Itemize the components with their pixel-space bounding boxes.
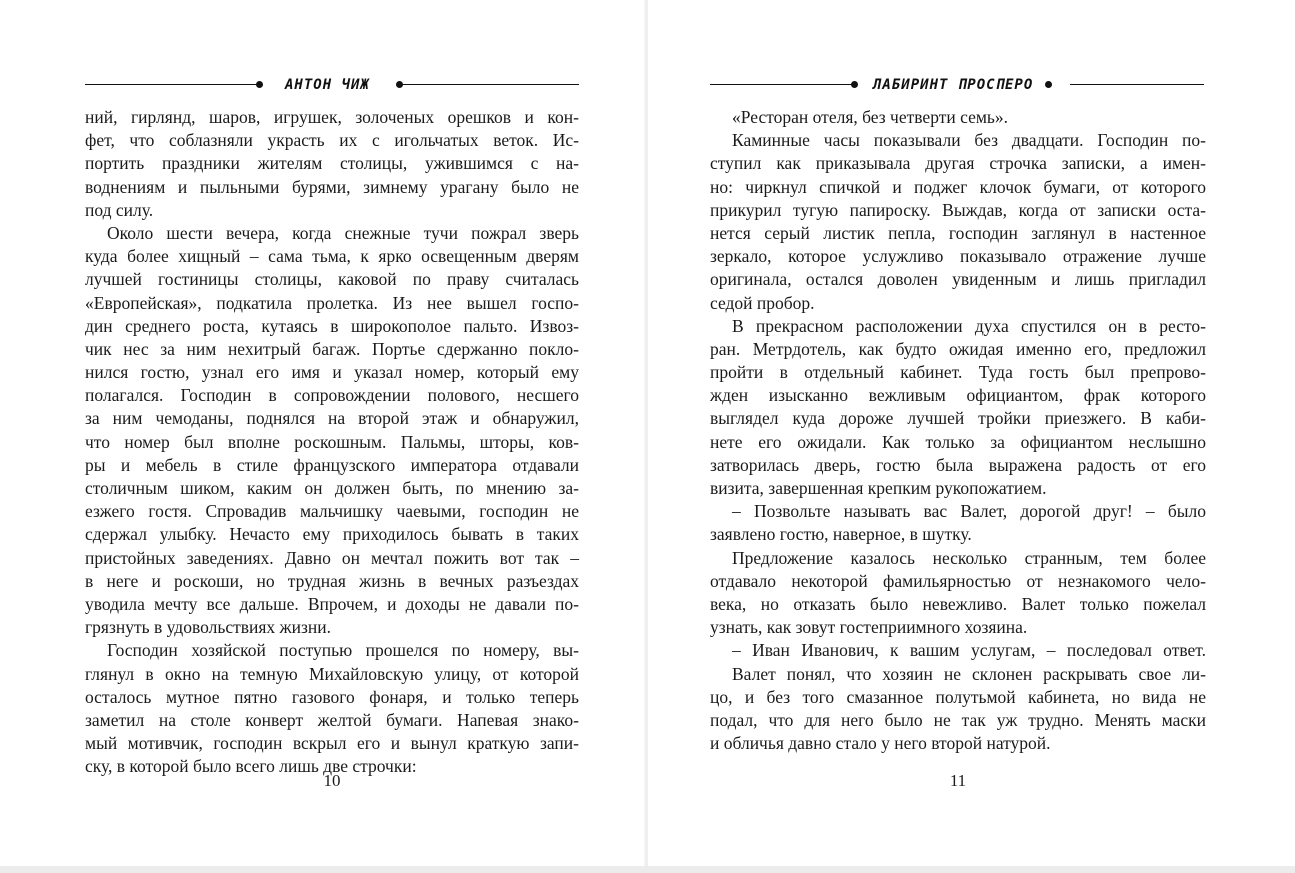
text-line: заявлено гостю, наверное, в шутку. bbox=[710, 524, 972, 545]
text-line: Около шести вечера, когда снежные тучи пожрал зверь bbox=[107, 222, 579, 243]
text-line: под силу. bbox=[85, 199, 154, 220]
text-line: воднениям и пыльными бурями, зимнему урагану было не bbox=[85, 176, 579, 197]
text-line: ний, гирлянд, шаров, игрушек, золоченых орешков и кон- bbox=[85, 107, 579, 127]
text-line: чик нес за ним нехитрый багаж. Портье сдержанно покло- bbox=[85, 338, 579, 359]
left-running-header bbox=[85, 76, 579, 94]
text-line: затворилась дверь, гостю была выражена радость от его bbox=[710, 454, 1206, 475]
header-rule-right bbox=[1070, 84, 1204, 85]
header-ornament-dot bbox=[256, 81, 263, 88]
text-line: полагался. Господин в сопровождении полового, несшего bbox=[85, 385, 579, 406]
text-line: но: чиркнул спичкой и поджег клочок бумаги, от которого bbox=[710, 176, 1206, 197]
text-line: прикурил тугую папироску. Выждав, когда от записки оста- bbox=[710, 199, 1206, 220]
text-line: заметил на столе конверт желтой бумаги. Напевая знако- bbox=[85, 709, 579, 730]
text-line: ступил как приказывала другая строчка записки, а имен- bbox=[710, 153, 1206, 174]
text-line: жден изысканно вежливым официантом, фрак которого bbox=[710, 385, 1206, 406]
text-line: ску, в которой было всего лишь две строчки: bbox=[85, 756, 417, 777]
left-page bbox=[0, 0, 645, 866]
text-line: седой пробор. bbox=[710, 292, 815, 313]
right-body-text bbox=[710, 106, 1206, 755]
text-line: лучшей гостиницы столицы, каковой по праву считалась bbox=[85, 269, 579, 290]
text-line: «Ресторан отеля, без четверти семь». bbox=[732, 107, 1009, 127]
text-line: осталось мутное пятно газового фонаря, и только теперь bbox=[85, 686, 579, 707]
text-line: отдавало некоторой фамильярностью от незнакомого чело- bbox=[710, 570, 1206, 591]
text-line: зеркало, которое услужливо показывало отражение лучше bbox=[710, 246, 1206, 267]
right-page bbox=[648, 0, 1295, 866]
header-rule-left bbox=[85, 84, 257, 85]
text-line: сдержал улыбку. Нечасто ему приходилось бывать в таких bbox=[85, 524, 579, 545]
text-line: пристойных заведениях. Давно он мечтал пожить вот так – bbox=[85, 547, 579, 568]
page-number: 10 bbox=[323, 771, 341, 790]
book-title-header: ЛАБИРИНТ ПРОСПЕРО bbox=[873, 77, 1034, 93]
header-rule-left bbox=[710, 84, 852, 85]
text-line: и обличья давно стало у него второй натурой. bbox=[710, 733, 1051, 754]
right-running-header bbox=[710, 76, 1204, 94]
text-line: в неге и роскоши, но трудная жизнь в вечных разъездах bbox=[85, 570, 579, 591]
page-number: 11 bbox=[949, 771, 967, 790]
text-line: ры и мебель в стиле французского императора отдавали bbox=[85, 454, 579, 475]
text-line: – Иван Иванович, к вашим услугам, – последовал ответ. bbox=[732, 640, 1206, 661]
text-line: – Позвольте называть вас Валет, дорогой друг! – было bbox=[732, 501, 1206, 522]
text-line: уводила мечту все дальше. Впрочем, и доходы не давали по- bbox=[85, 593, 579, 614]
text-line: ран. Метрдотель, как будто ожидая именно его, предложил bbox=[710, 338, 1206, 359]
text-line: портить праздники жителям столицы, ужившимся с на- bbox=[85, 153, 579, 174]
text-line: грязнуть в удовольствиях жизни. bbox=[85, 617, 332, 638]
text-line: что номер был вполне роскошным. Пальмы, шторы, ков- bbox=[85, 431, 579, 452]
text-line: В прекрасном расположении духа спустился он в ресто- bbox=[732, 315, 1206, 336]
text-line: Господин хозяйской поступью прошелся по номеру, вы- bbox=[107, 640, 579, 661]
text-line: узнать, как зовут гостеприимного хозяина. bbox=[710, 617, 1028, 638]
text-line: за ним чемоданы, поднялся на второй этаж и обнаружил, bbox=[85, 408, 579, 429]
text-line: мый мотивчик, господин вскрыл его и вынул краткую запи- bbox=[85, 733, 579, 754]
text-line: визита, завершенная крепким рукопожатием. bbox=[710, 478, 1047, 498]
text-line: нился гостю, узнал его имя и указал номер, который ему bbox=[85, 362, 579, 383]
text-line: пройти в отдельный кабинет. Туда гость был препрово- bbox=[710, 362, 1206, 383]
text-line: подал, что для него было не так уж трудно. Менять маски bbox=[710, 709, 1206, 730]
background-strip bbox=[0, 866, 1295, 873]
text-line: фет, что соблазняли украсть их с игольчатых веток. Ис- bbox=[85, 130, 579, 151]
text-line: оригинала, остался доволен увиденным и лишь пригладил bbox=[710, 269, 1206, 290]
text-line: нется серый листик пепла, господин заглянул в настенное bbox=[710, 222, 1206, 243]
text-line: Предложение казалось несколько странным, тем более bbox=[732, 547, 1206, 568]
text-line: езжего гостя. Спровадив мальчишку чаевыми, господин не bbox=[85, 501, 579, 522]
text-line: куда более хищный – сама тьма, к ярко освещенным дверям bbox=[85, 246, 579, 267]
text-line: дин среднего роста, кутаясь в широкополое пальто. Извоз- bbox=[85, 315, 579, 336]
header-ornament-dot bbox=[1045, 81, 1052, 88]
text-line: Валет понял, что хозяин не склонен раскрывать свое ли- bbox=[732, 663, 1206, 684]
text-line: глянул в окно на темную Михайловскую улицу, от которой bbox=[85, 663, 579, 684]
left-body-text bbox=[85, 106, 579, 778]
text-line: цо, и без того смазанное полутьмой кабинета, но вида не bbox=[710, 686, 1206, 707]
text-line: века, но отказать было невежливо. Валет только пожелал bbox=[710, 593, 1206, 614]
header-ornament-dot bbox=[851, 81, 858, 88]
author-name-header: АНТОН ЧИЖ bbox=[285, 77, 370, 93]
text-line: столичным шиком, каким он должен быть, по мнению за- bbox=[85, 478, 579, 498]
text-line: Каминные часы показывали без двадцати. Господин по- bbox=[732, 130, 1206, 151]
text-line: «Европейская», подкатила пролетка. Из нее вышел госпо- bbox=[85, 292, 579, 313]
text-line: выглядел куда дороже лучшей тройки приезжего. В каби- bbox=[710, 408, 1206, 429]
header-rule-right bbox=[401, 84, 579, 85]
text-line: нете его ожидали. Как только за официантом неслышно bbox=[710, 431, 1206, 452]
